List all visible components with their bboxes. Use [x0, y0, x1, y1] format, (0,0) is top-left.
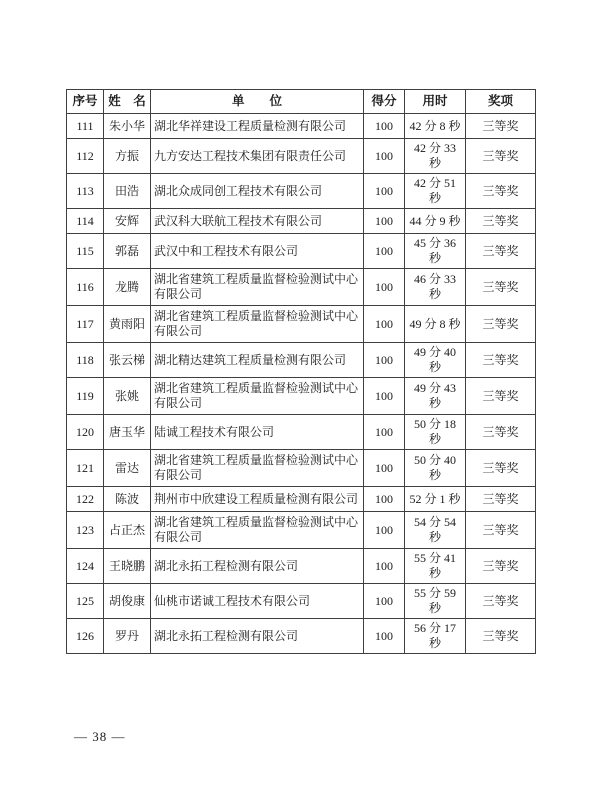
table-row [67, 234, 536, 269]
cell-no: 115 [67, 234, 104, 269]
cell-name: 龙腾 [104, 269, 151, 306]
cell-unit: 湖北省建筑工程质量监督检验测试中心有限公司 [151, 512, 364, 549]
cell-time: 44 分 9 秒 [405, 209, 466, 234]
cell-time: 45 分 36 秒 [405, 234, 466, 269]
cell-name: 罗丹 [104, 619, 151, 654]
cell-no: 117 [67, 306, 104, 343]
cell-unit: 武汉中和工程技术有限公司 [151, 234, 364, 269]
cell-time: 42 分 8 秒 [405, 114, 466, 139]
cell-name: 胡俊康 [104, 584, 151, 619]
cell-name: 田浩 [104, 174, 151, 209]
cell-award: 三等奖 [466, 487, 536, 512]
cell-unit: 九方安达工程技术集团有限责任公司 [151, 139, 364, 174]
cell-award: 三等奖 [466, 584, 536, 619]
cell-name: 王晓鹏 [104, 549, 151, 584]
table-row [67, 269, 536, 306]
cell-award: 三等奖 [466, 269, 536, 306]
cell-no: 116 [67, 269, 104, 306]
cell-award: 三等奖 [466, 450, 536, 487]
cell-no: 112 [67, 139, 104, 174]
cell-unit: 湖北众成同创工程技术有限公司 [151, 174, 364, 209]
cell-unit: 仙桃市诺诚工程技术有限公司 [151, 584, 364, 619]
table-row [67, 619, 536, 654]
cell-award: 三等奖 [466, 174, 536, 209]
cell-score: 100 [364, 174, 405, 209]
cell-score: 100 [364, 139, 405, 174]
cell-name: 张姚 [104, 378, 151, 415]
header-cell-award: 奖项 [466, 90, 536, 114]
table-header-row [67, 90, 536, 114]
table-row [67, 549, 536, 584]
table-row [67, 415, 536, 450]
cell-time: 56 分 17 秒 [405, 619, 466, 654]
cell-unit: 湖北精达建筑工程质量检测有限公司 [151, 343, 364, 378]
cell-time: 55 分 59 秒 [405, 584, 466, 619]
cell-time: 55 分 41 秒 [405, 549, 466, 584]
cell-time: 49 分 40 秒 [405, 343, 466, 378]
cell-no: 121 [67, 450, 104, 487]
cell-award: 三等奖 [466, 209, 536, 234]
cell-no: 125 [67, 584, 104, 619]
cell-unit: 陆诚工程技术有限公司 [151, 415, 364, 450]
table-row [67, 378, 536, 415]
cell-award: 三等奖 [466, 139, 536, 174]
table-row [67, 487, 536, 512]
header-cell-name: 姓 名 [104, 90, 151, 114]
cell-time: 49 分 43 秒 [405, 378, 466, 415]
cell-award: 三等奖 [466, 114, 536, 139]
table-row [67, 343, 536, 378]
cell-award: 三等奖 [466, 234, 536, 269]
cell-no: 124 [67, 549, 104, 584]
cell-no: 126 [67, 619, 104, 654]
cell-unit: 湖北省建筑工程质量监督检验测试中心有限公司 [151, 450, 364, 487]
table-row [67, 209, 536, 234]
cell-award: 三等奖 [466, 549, 536, 584]
cell-score: 100 [364, 584, 405, 619]
cell-no: 114 [67, 209, 104, 234]
cell-award: 三等奖 [466, 415, 536, 450]
cell-score: 100 [364, 269, 405, 306]
table-row [67, 584, 536, 619]
cell-name: 占正杰 [104, 512, 151, 549]
cell-score: 100 [364, 234, 405, 269]
cell-score: 100 [364, 114, 405, 139]
cell-time: 50 分 18 秒 [405, 415, 466, 450]
header-cell-time: 用时 [405, 90, 466, 114]
cell-name: 郭磊 [104, 234, 151, 269]
cell-name: 朱小华 [104, 114, 151, 139]
cell-score: 100 [364, 487, 405, 512]
cell-time: 42 分 33 秒 [405, 139, 466, 174]
cell-time: 50 分 40 秒 [405, 450, 466, 487]
cell-unit: 湖北省建筑工程质量监督检验测试中心有限公司 [151, 378, 364, 415]
cell-time: 46 分 33 秒 [405, 269, 466, 306]
cell-award: 三等奖 [466, 306, 536, 343]
cell-award: 三等奖 [466, 343, 536, 378]
cell-unit: 湖北省建筑工程质量监督检验测试中心有限公司 [151, 306, 364, 343]
cell-score: 100 [364, 209, 405, 234]
cell-score: 100 [364, 378, 405, 415]
table-row [67, 512, 536, 549]
cell-no: 111 [67, 114, 104, 139]
cell-name: 安辉 [104, 209, 151, 234]
table-row [67, 174, 536, 209]
results-table-body [67, 114, 536, 654]
cell-score: 100 [364, 512, 405, 549]
results-table [66, 89, 536, 654]
cell-unit: 湖北永拓工程检测有限公司 [151, 549, 364, 584]
table-row [67, 139, 536, 174]
cell-score: 100 [364, 549, 405, 584]
cell-unit: 武汉科大联航工程技术有限公司 [151, 209, 364, 234]
cell-name: 雷达 [104, 450, 151, 487]
cell-award: 三等奖 [466, 512, 536, 549]
cell-award: 三等奖 [466, 378, 536, 415]
table-row [67, 114, 536, 139]
cell-score: 100 [364, 415, 405, 450]
cell-award: 三等奖 [466, 619, 536, 654]
cell-no: 120 [67, 415, 104, 450]
table-row [67, 450, 536, 487]
cell-no: 123 [67, 512, 104, 549]
header-cell-score: 得分 [364, 90, 405, 114]
cell-unit: 荆州市中欣建设工程质量检测有限公司 [151, 487, 364, 512]
cell-name: 方振 [104, 139, 151, 174]
table-row [67, 306, 536, 343]
cell-time: 54 分 54 秒 [405, 512, 466, 549]
header-cell-unit: 单 位 [151, 90, 364, 114]
header-cell-no: 序号 [67, 90, 104, 114]
cell-name: 张云梯 [104, 343, 151, 378]
cell-name: 陈波 [104, 487, 151, 512]
cell-score: 100 [364, 343, 405, 378]
cell-name: 唐玉华 [104, 415, 151, 450]
cell-score: 100 [364, 619, 405, 654]
cell-name: 黄雨阳 [104, 306, 151, 343]
cell-time: 52 分 1 秒 [405, 487, 466, 512]
cell-unit: 湖北省建筑工程质量监督检验测试中心有限公司 [151, 269, 364, 306]
cell-score: 100 [364, 306, 405, 343]
cell-time: 49 分 8 秒 [405, 306, 466, 343]
cell-no: 118 [67, 343, 104, 378]
cell-unit: 湖北永拓工程检测有限公司 [151, 619, 364, 654]
cell-unit: 湖北华祥建设工程质量检测有限公司 [151, 114, 364, 139]
page-number: — 38 — [74, 729, 126, 744]
cell-no: 119 [67, 378, 104, 415]
cell-no: 113 [67, 174, 104, 209]
cell-no: 122 [67, 487, 104, 512]
cell-score: 100 [364, 450, 405, 487]
cell-time: 42 分 51 秒 [405, 174, 466, 209]
